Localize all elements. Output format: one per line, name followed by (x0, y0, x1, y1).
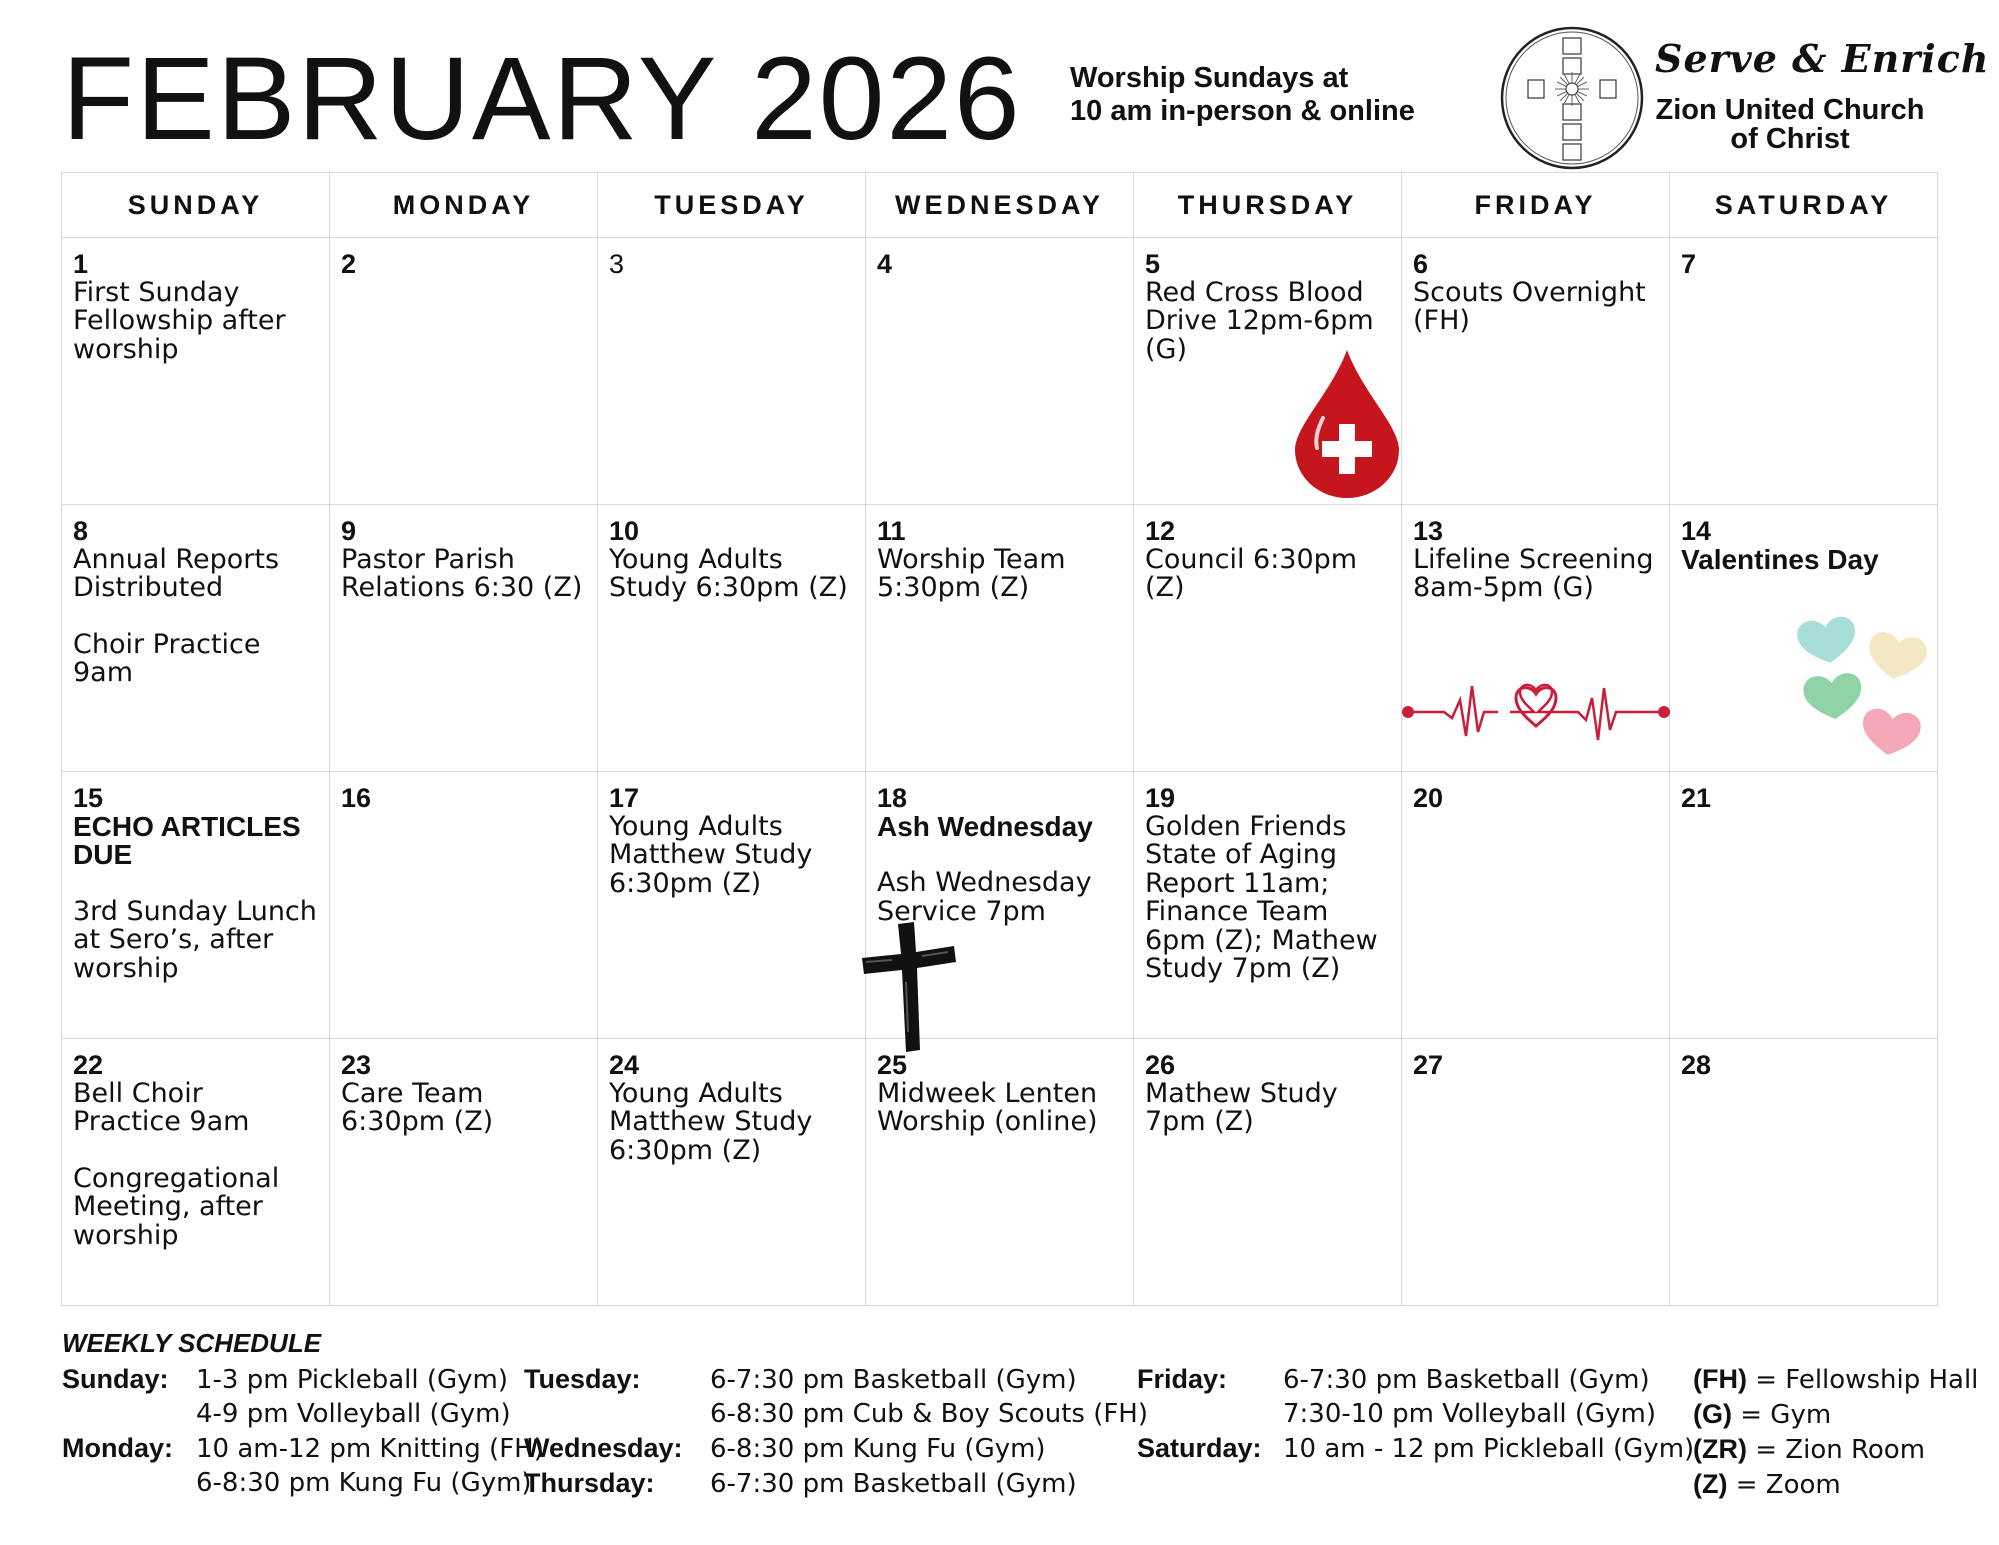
sunday-label: Sunday: (62, 1364, 169, 1394)
thursday-label: Thursday: (524, 1468, 655, 1498)
day-cell-wednesday (866, 505, 1134, 772)
monday-item-1: 10 am-12 pm Knitting (FH) (196, 1434, 544, 1464)
event-highlight: Ash Wednesday (877, 810, 1093, 842)
sunday-item-2: 4-9 pm Volleyball (Gym) (196, 1399, 511, 1429)
day-number: 14 (1681, 516, 1712, 546)
day-number: 6 (1413, 249, 1429, 279)
day-cell-friday (1402, 238, 1670, 505)
event-text: Bell Choir Practice 9am (73, 1077, 250, 1137)
day-cell-wednesday (866, 772, 1134, 1039)
day-cell-wednesday (866, 1039, 1134, 1306)
day-cell-tuesday (598, 772, 866, 1039)
weekly-schedule-title: WEEKLY SCHEDULE (62, 1328, 322, 1358)
worship-line-1: Worship Sundays at (1070, 62, 1349, 94)
event-text: Lifeline Screening 8am-5pm (G) (1413, 543, 1654, 603)
day-number: 7 (1681, 249, 1697, 279)
day-number: 24 (609, 1050, 640, 1080)
day-number: 19 (1145, 783, 1176, 813)
saturday-label: Saturday: (1137, 1433, 1262, 1463)
wednesday-item-1: 6-8:30 pm Kung Fu (Gym) (710, 1434, 1046, 1464)
thursday-item-1: 6-7:30 pm Basketball (Gym) (710, 1469, 1077, 1499)
monday-label: Monday: (62, 1433, 173, 1463)
day-number: 17 (609, 783, 640, 813)
weekday-wednesday: WEDNESDAY (866, 173, 1134, 238)
weekday-saturday: SATURDAY (1670, 173, 1938, 238)
day-number: 12 (1145, 516, 1176, 546)
tuesday-label: Tuesday: (524, 1364, 641, 1394)
event-text: Scouts Overnight (FH) (1413, 276, 1646, 336)
day-number: 10 (609, 516, 640, 546)
church-name-line-1: Zion United Church (1655, 94, 1925, 126)
calendar-week-row (62, 505, 1938, 772)
day-number: 23 (341, 1050, 372, 1080)
event-text: Golden Friends State of Aging Report 11am; Finance Team 6pm (Z); Mathew Study 7pm (Z) (1145, 810, 1378, 984)
day-cell-thursday (1134, 1039, 1402, 1306)
calendar-week-row (62, 1039, 1938, 1306)
calendar-week-row (62, 772, 1938, 1039)
page-title: FEBRUARY 2026 (62, 33, 1022, 165)
event-text: Young Adults Matthew Study 6:30pm (Z) (609, 1077, 813, 1166)
calendar-week-row (62, 238, 1938, 505)
event-text: Annual Reports Distributed (73, 543, 280, 603)
day-cell-friday (1402, 505, 1670, 772)
day-number: 21 (1681, 783, 1712, 813)
day-cell-saturday (1670, 505, 1938, 772)
day-cell-monday (330, 238, 598, 505)
day-cell-sunday (62, 1039, 330, 1306)
friday-item-1: 6-7:30 pm Basketball (Gym) (1283, 1365, 1650, 1395)
day-cell-monday (330, 505, 598, 772)
day-cell-friday (1402, 772, 1670, 1039)
day-number: 27 (1413, 1050, 1444, 1080)
day-number: 15 (73, 783, 104, 813)
day-cell-saturday (1670, 238, 1938, 505)
day-cell-sunday (62, 505, 330, 772)
event-text: Midweek Lenten Worship (online) (877, 1077, 1098, 1137)
day-number: 13 (1413, 516, 1444, 546)
day-cell-tuesday (598, 1039, 866, 1306)
day-number: 11 (877, 516, 906, 546)
day-cell-tuesday (598, 238, 866, 505)
weekday-header-row (62, 173, 1938, 238)
ash-cross-icon (862, 922, 958, 1052)
weekday-sunday: SUNDAY (62, 173, 330, 238)
day-cell-sunday (62, 238, 330, 505)
event-text: Pastor Parish Relations 6:30 (Z) (341, 543, 583, 603)
day-cell-thursday (1134, 772, 1402, 1039)
day-cell-thursday (1134, 505, 1402, 772)
monday-item-2: 6-8:30 pm Kung Fu (Gym) (196, 1468, 532, 1498)
event-highlight: Valentines Day (1681, 543, 1879, 575)
weekday-tuesday: TUESDAY (598, 173, 866, 238)
church-logo (1498, 24, 1646, 172)
day-number: 26 (1145, 1050, 1176, 1080)
worship-line-2: 10 am in-person & online (1070, 95, 1415, 127)
event-text: Mathew Study 7pm (Z) (1145, 1077, 1338, 1137)
friday-item-2: 7:30-10 pm Volleyball (Gym) (1283, 1399, 1657, 1429)
candy-hearts-icon (1793, 615, 1933, 765)
legend-item: (FH) = Fellowship Hall (1693, 1364, 1979, 1395)
day-cell-sunday (62, 772, 330, 1039)
day-number: 22 (73, 1050, 104, 1080)
event-text: Red Cross Blood Drive 12pm-6pm (G) (1145, 276, 1374, 365)
friday-label: Friday: (1137, 1364, 1228, 1394)
day-number: 25 (877, 1050, 908, 1080)
day-number: 5 (1145, 249, 1161, 279)
event-text: Young Adults Study 6:30pm (Z) (609, 543, 848, 603)
day-number: 28 (1681, 1050, 1712, 1080)
event-text: First Sunday Fellowship after worship (73, 276, 286, 365)
day-cell-saturday (1670, 772, 1938, 1039)
event-text: Council 6:30pm (Z) (1145, 543, 1358, 603)
blood-drop-icon (1293, 348, 1401, 498)
weekday-thursday: THURSDAY (1134, 173, 1402, 238)
saturday-item-1: 10 am - 12 pm Pickleball (Gym) (1283, 1434, 1695, 1464)
event-text: Young Adults Matthew Study 6:30pm (Z) (609, 810, 813, 899)
day-number: 2 (341, 249, 357, 279)
event-text: Care Team 6:30pm (Z) (341, 1077, 494, 1137)
calendar-grid (61, 172, 1938, 1306)
event-text: Worship Team 5:30pm (Z) (877, 543, 1066, 603)
day-number: 3 (609, 249, 625, 279)
day-number: 1 (73, 249, 89, 279)
legend-item: (G) = Gym (1693, 1399, 1832, 1430)
day-number: 9 (341, 516, 357, 546)
church-name-line-2: of Christ (1730, 123, 1850, 155)
location-legend (1693, 1362, 1978, 1502)
event-text: Congregational Meeting, after worship (73, 1162, 280, 1251)
wednesday-label: Wednesday: (524, 1433, 683, 1463)
day-number: 4 (877, 249, 893, 279)
sunday-item-1: 1-3 pm Pickleball (Gym) (196, 1365, 509, 1395)
tuesday-item-2: 6-8:30 pm Cub & Boy Scouts (FH) (710, 1399, 1148, 1429)
weekly-col-sun-mon (62, 1362, 544, 1500)
worship-times (1070, 62, 1415, 128)
event-text: 3rd Sunday Lunch at Sero’s, after worship (73, 895, 317, 984)
day-cell-wednesday (866, 238, 1134, 505)
event-text: Ash Wednesday Service 7pm (877, 867, 1092, 927)
day-cell-tuesday (598, 505, 866, 772)
day-cell-friday (1402, 1039, 1670, 1306)
day-number: 8 (73, 516, 89, 546)
heartbeat-icon (1402, 680, 1670, 744)
day-cell-thursday (1134, 238, 1402, 505)
event-highlight: ECHO ARTICLES DUE (73, 810, 301, 870)
weekly-col-tue-thu (524, 1362, 1148, 1501)
day-cell-monday (330, 1039, 598, 1306)
church-name (1645, 96, 1935, 154)
day-number: 18 (877, 783, 908, 813)
weekly-col-fri-sat (1137, 1362, 1694, 1466)
day-number: 16 (341, 783, 372, 813)
day-cell-saturday (1670, 1039, 1938, 1306)
weekday-monday: MONDAY (330, 173, 598, 238)
tagline: Serve & Enrich (1655, 36, 1990, 81)
legend-item: (ZR) = Zion Room (1693, 1434, 1926, 1465)
event-text: Choir Practice 9am (73, 628, 261, 688)
legend-item: (Z) = Zoom (1693, 1469, 1841, 1500)
day-number: 20 (1413, 783, 1444, 813)
tuesday-item-1: 6-7:30 pm Basketball (Gym) (710, 1365, 1077, 1395)
weekday-friday: FRIDAY (1402, 173, 1670, 238)
day-cell-monday (330, 772, 598, 1039)
